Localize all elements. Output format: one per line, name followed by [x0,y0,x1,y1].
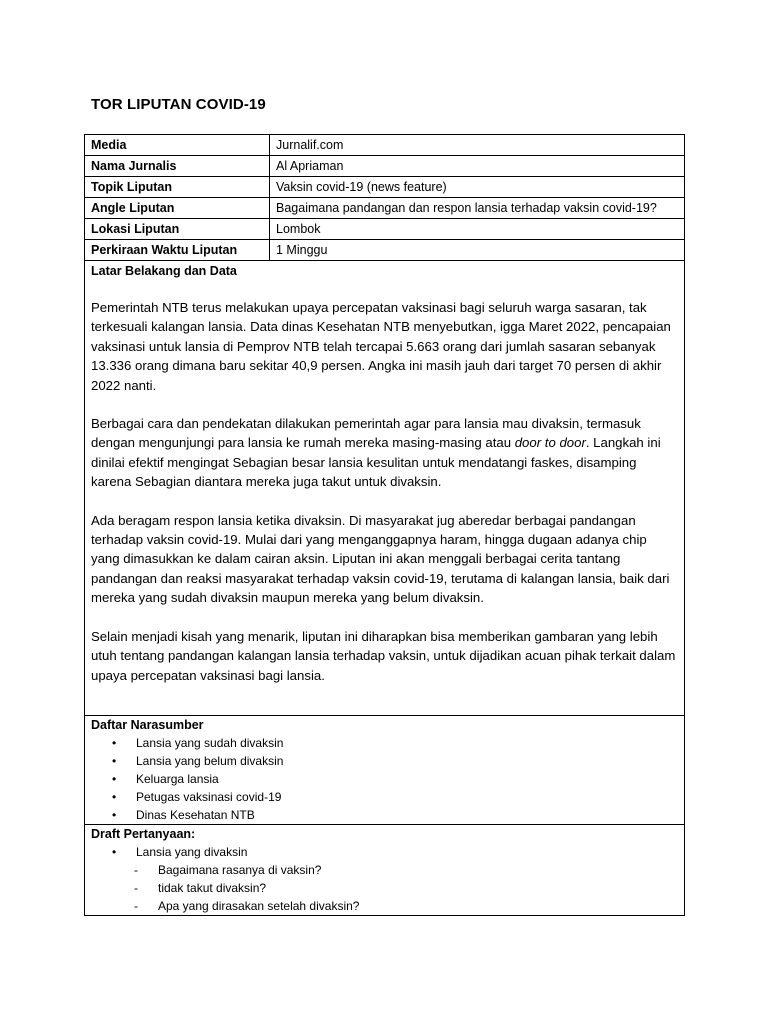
paragraph-2-text-b: . Langkah ini dinilai efektif mengingat Sebagian besar lansia kesulitan untuk mendatangi faskes, disamping karena Sebagian diantara mereka juga takut untuk divaksin. [91,435,661,490]
row-label-duration: Perkiraan Waktu Liputan [85,240,270,261]
sources-list [91,734,678,824]
list-item: - Bagaimana rasanya di vaksin? [91,861,678,879]
background-heading: Latar Belakang dan Data [91,264,237,278]
background-paragraph-2 [91,414,678,492]
background-paragraph-3: Ada beragam respon lansia ketika divaksin. Di masyarakat jug aberedar berbagai pandangan terhadap vaksin covid-19. Mulai dari yang menganggapnya haram, hingga dugaan adanya chip yang dimasukkan ke dalam cairan aksin. Liputan ini akan menggali berbagai cerita tantang pandangan dan reaksi masyarakat terhadap vaksin covid-19, terutama di kalangan lansia, baik dari mereka yang sudah divaksin maupun mereka yang belum divaksin. [91,512,670,606]
list-item: • Keluarga lansia [91,770,678,788]
row-label-angle: Angle Liputan [85,198,270,219]
list-item: - tidak takut divaksin? [91,879,678,897]
questions-section [85,824,685,915]
paragraph-2-emphasis: door to door [514,435,586,451]
list-item: • Dinas Kesehatan NTB [91,806,678,824]
questions-group-list [91,843,678,861]
table-row [85,240,685,261]
list-item: • Petugas vaksinasi covid-19 [91,788,678,806]
row-value-duration: 1 Minggu [270,240,685,261]
row-label-location: Lokasi Liputan [85,219,270,240]
row-label-media: Media [85,135,270,156]
table-row [85,198,685,219]
background-section [85,261,685,716]
table-row [85,135,685,156]
row-value-topic: Vaksin covid-19 (news feature) [270,177,685,198]
row-value-location: Lombok [270,219,685,240]
tor-table [84,134,685,916]
document-title: TOR LIPUTAN COVID-19 [91,96,266,113]
list-item: - Apa yang dirasakan setelah divaksin? [91,897,678,915]
background-paragraph-1: Pemerintah NTB terus melakukan upaya percepatan vaksinasi bagi seluruh warga sasaran, tak terkesuali kalangan lansia. Data dinas Kesehatan NTB menyebutkan, igga Maret 2022, pencapaian vaksinasi untuk lansia di Pemprov NTB telah tercapai 5.663 orang dari jumlah sasaran sebanyak 13.336 orang dimana baru sekitar 40,9 persen. Angka ini masih jauh dari target 70 persen di akhir 2022 nanti. [91,300,671,393]
row-label-topic: Topik Liputan [85,177,270,198]
list-item: • Lansia yang sudah divaksin [91,734,678,752]
paragraph-2-text-a: Berbagai cara dan pendekatan dilakukan pemerintah agar para lansia mau divaksin, termasuk dengan mengunjungi para lansia ke rumah mereka masing-masing atau [91,416,641,451]
row-value-angle: Bagaimana pandangan dan respon lansia terhadap vaksin covid-19? [270,198,685,219]
row-value-media: Jurnalif.com [270,135,685,156]
sources-heading: Daftar Narasumber [91,717,204,732]
background-paragraph-4: Selain menjadi kisah yang menarik, liputan ini diharapkan bisa memberikan gambaran yang lebih utuh tentang pandangan kalangan lansia terhadap vaksin, untuk dijadikan acuan pihak terkait dalam upaya percepatan vaksinasi bagi lansia. [91,628,676,683]
row-value-journalist: Al Apriaman [270,156,685,177]
list-item: • Lansia yang belum divaksin [91,752,678,770]
questions-list [91,861,678,915]
table-row [85,156,685,177]
questions-heading: Draft Pertanyaan: [91,826,196,841]
table-row [85,219,685,240]
sources-section [85,715,685,824]
question-group: • Lansia yang divaksin [91,843,678,861]
table-row [85,177,685,198]
row-label-journalist: Nama Jurnalis [85,156,270,177]
